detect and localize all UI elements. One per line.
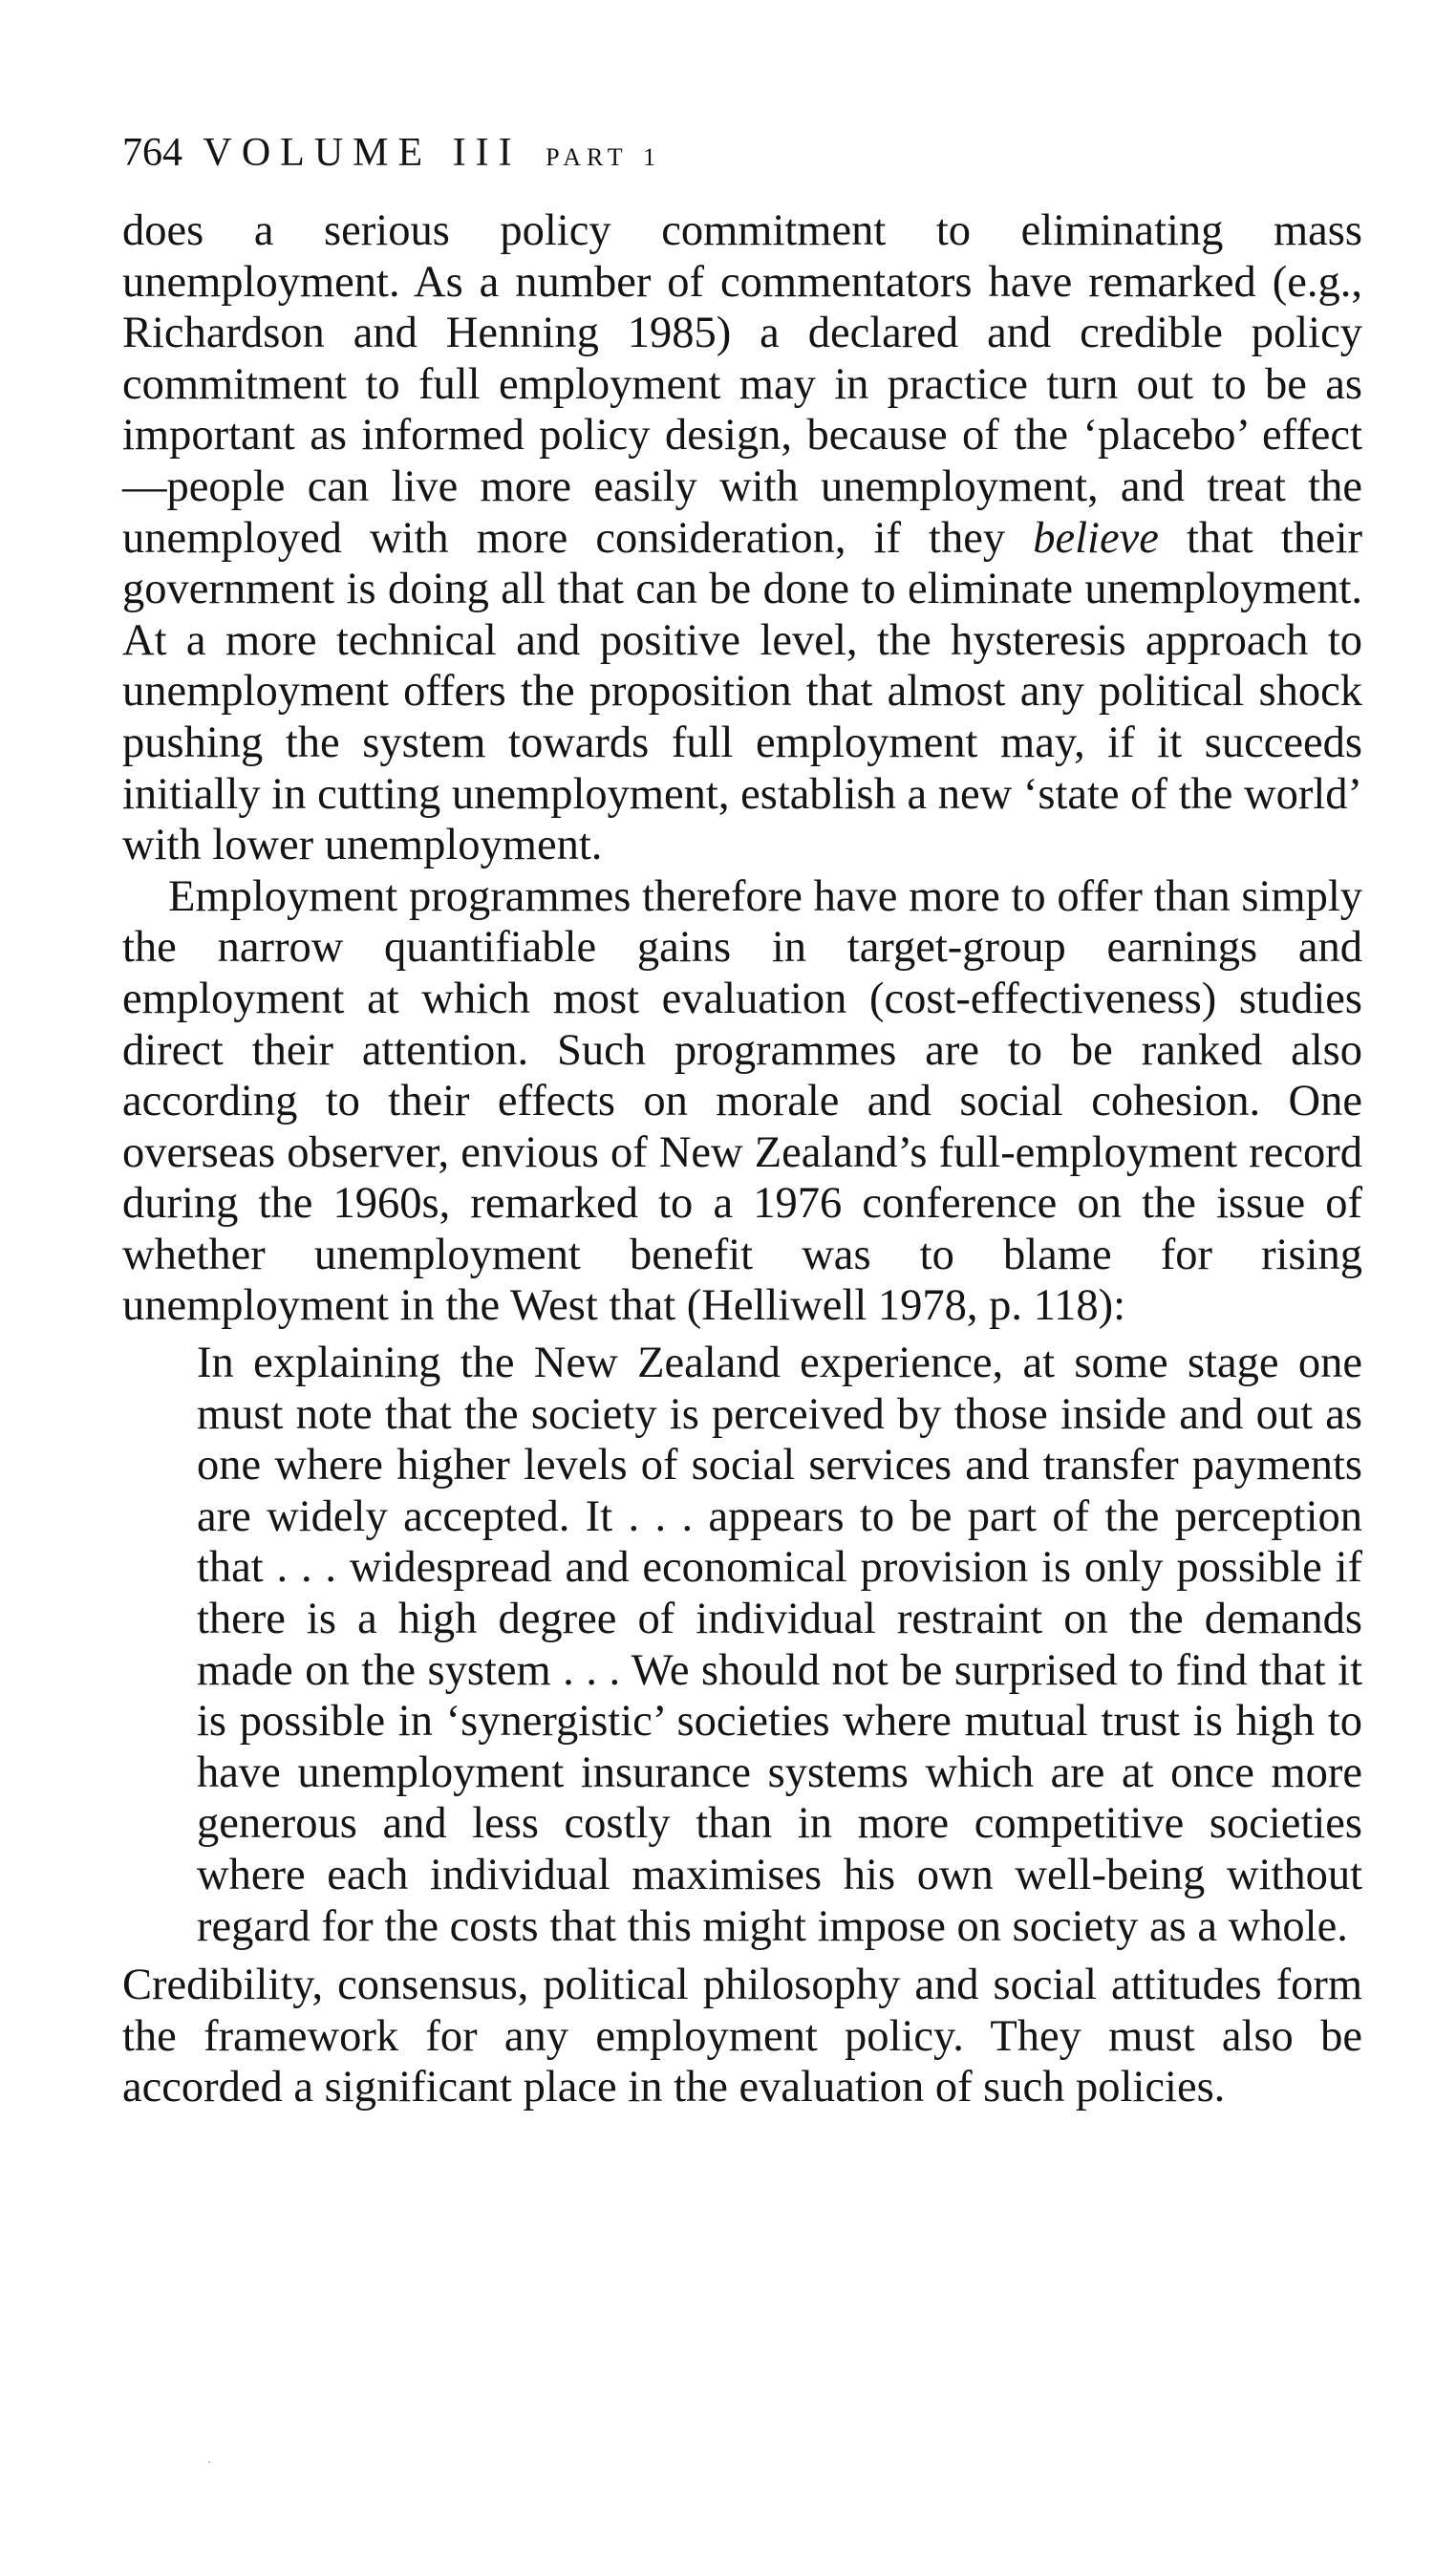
block-quote: [197, 1338, 1362, 1952]
volume-number: III: [452, 131, 522, 175]
book-page: [122, 128, 1362, 2113]
part-label: PART: [546, 143, 629, 171]
block-quote-text: In explaining the New Zealand experience, at some stage one must note that the society is perceived by those inside and out as one where higher levels of social services and transfer payments are widely accepted. It . . . appears to be part of the perception that . . . widespread and economical provision is only possible if there is a high degree of individual restraint on the demands made on the system . . . We should not be surprised to find that it is possible in ‘synergistic’ societies where mutual trust is high to have unemployment insurance systems which are at once more generous and less costly than in more competitive societies where each individual maximises his own well-being without regard for the costs that this might impose on society as a whole.: [197, 1339, 1362, 1951]
body-text: [122, 205, 1362, 2113]
scan-speck: [208, 2461, 210, 2463]
paragraph-1-tail: that their government is doing all that can be done to eliminate unemployment. At a more technical and positive level, the hysteresis approach to unemployment offers the proposition that almost any political shock pushing the system towards full employment may, if it succeeds initially in cutting unemployment, establish a new ‘state of the world’ with lower unemployment.: [122, 513, 1362, 870]
paragraph-2: Employment programmes therefore have more to offer than simply the narrow quantifiable gains in target-group earnings and employment at which most evaluation (cost-effectiveness) studies direct their attention. Such programmes are to be ranked also according to their effects on morale and social cohesion. One overseas observer, envious of New Zealand’s full-employment record during the 1960s, remarked to a 1976 conference on the issue of whether unemployment benefit was to blame for rising unemployment in the West that (Helliwell 1978, p. 118):: [122, 871, 1362, 1331]
paragraph-1-emphasis: believe: [1033, 513, 1159, 563]
paragraph-1-text: does a serious policy commitment to eliminating mass unemployment. As a number of commentators have remarked (e.g., Richardson and Henning 1985) a declared and credible policy commitment to full employment may in practice turn out to be as important as informed policy design, because of the ‘placebo’ effect—people can live more easily with unemployment, and treat the unemployed with more consideration, if they: [122, 206, 1362, 563]
paragraph-3: Credibility, consensus, political philosophy and social attitudes form the framework for any employment policy. They must also be accorded a significant place in the evaluation of such policies.: [122, 1961, 1362, 2112]
part-number: 1: [643, 143, 657, 171]
paragraph-continued: [122, 205, 1362, 871]
volume-label: VOLUME: [203, 131, 433, 175]
running-head: [122, 128, 1362, 182]
page-number: 764: [122, 131, 182, 175]
